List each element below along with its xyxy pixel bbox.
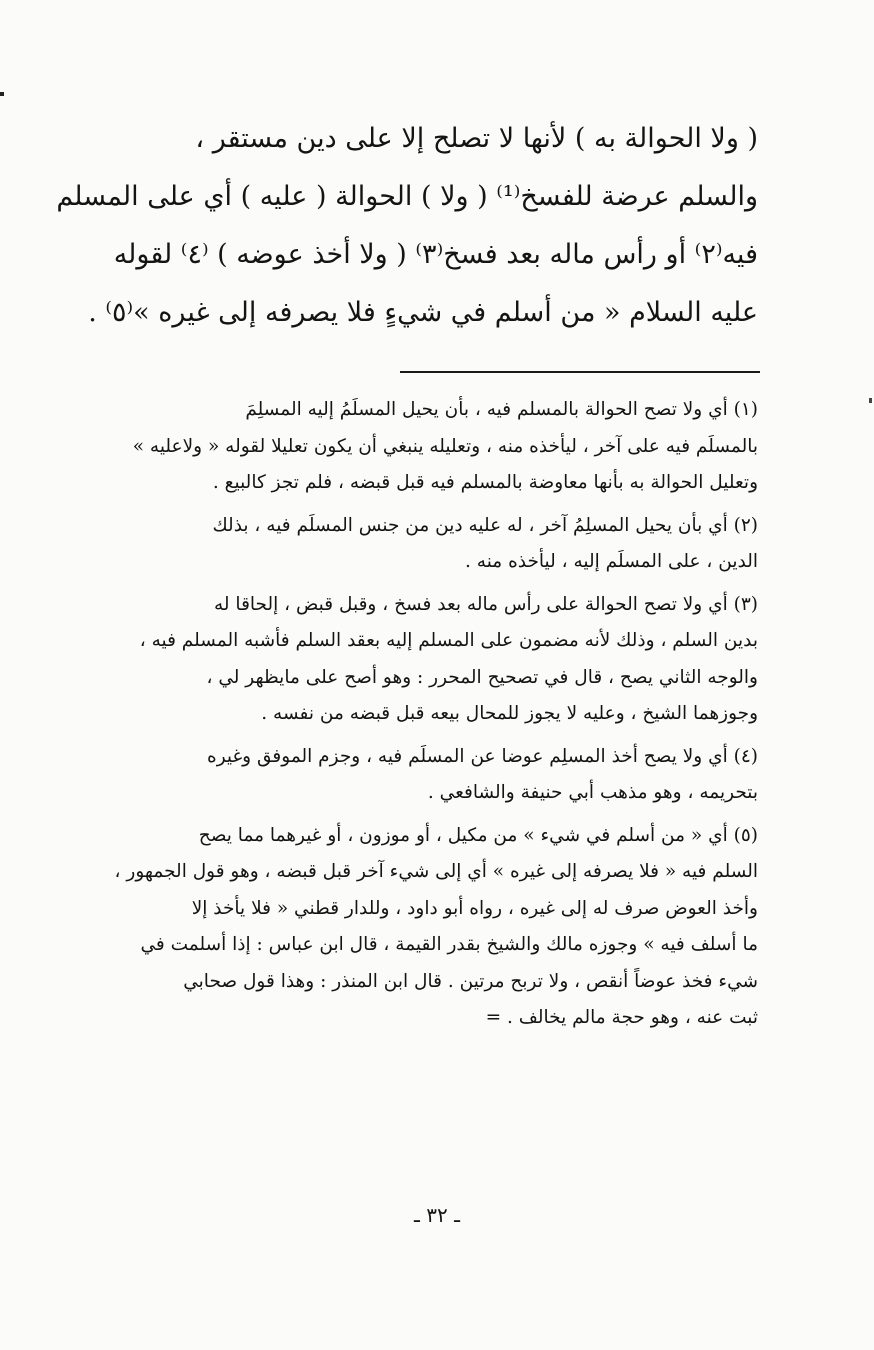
footnote-line: ثبت عنه ، وهو حجة مالم يخالف . = <box>485 1007 758 1028</box>
footnote-line: وتعليل الحوالة به بأنها معاوضة بالمسلم فيه قبل قبضه ، فلم تجز كالبيع . <box>212 472 758 493</box>
footnote-line: السلم فيه « فلا يصرفه إلى غيره » أي إلى شيء آخر قبل قبضه ، وهو قول الجمهور ، <box>114 861 758 882</box>
footnotes <box>22 392 758 1043</box>
footnote-line: (٢) أي بأن يحيل المسلِمُ آخر ، له عليه دين من جنس المسلَم فيه ، بذلك <box>212 514 758 536</box>
footnote-line: (١) أي ولا تصح الحوالة بالمسلم فيه ، بأن يحيل المسلَمُ إليه المسلِمَ <box>245 399 758 420</box>
main-text-line: ( ولا الحوالة به ) لأنها لا تصلح إلا على دين مستقر ، <box>195 123 758 154</box>
footnote-line: بالمسلَم فيه على آخر ، ليأخذه منه ، وتعليله ينبغي أن يكون تعليلا لقوله « ولاعليه » <box>132 435 758 457</box>
footnote-line: (٣) أي ولا تصح الحوالة على رأس ماله بعد فسخ ، وقبل قبض ، إلحاقا له <box>214 593 758 615</box>
footnote-line: وأخذ العوض صرف له إلى غيره ، رواه أبو داود ، وللدار قطني « فلا يأخذ إلا <box>191 897 758 919</box>
footnote-line: بدين السلم ، وذلك لأنه مضمون على المسلم إليه بعقد السلم فأشبه المسلم فيه ، <box>139 630 758 651</box>
footnote-2 <box>22 508 758 581</box>
main-text-line: عليه السلام « من أسلم في شيءٍ فلا يصرفه إلى غيره »⁽٥⁾ . <box>88 297 758 328</box>
footnote-line: والوجه الثاني يصح ، قال في تصحيح المحرر : وهو أصح على مايظهر لي ، <box>206 666 758 688</box>
footnote-line: شيء فخذ عوضاً أنقص ، ولا تربح مرتين . قال ابن المنذر : وهذا قول صحابي <box>183 970 758 992</box>
footnote-line: (٥) أي « من أسلم في شيء » من مكيل ، أو موزون ، أو غيرهما مما يصح <box>198 824 758 846</box>
footnote-line: ما أسلف فيه » وجوزه مالك والشيخ بقدر القيمة ، قال ابن عباس : إذا أسلمت في <box>140 934 758 955</box>
footnote-5 <box>22 818 758 1037</box>
margin-mark <box>0 92 4 96</box>
margin-mark <box>869 398 872 403</box>
footnote-line: الدين ، على المسلَم إليه ، ليأخذه منه . <box>465 551 758 572</box>
main-text-line: فيه⁽٢⁾ أو رأس ماله بعد فسخ⁽٣⁾ ( ولا أخذ عوضه ) ⁽٤⁾ لقوله <box>113 239 758 270</box>
footnote-1 <box>22 392 758 502</box>
main-text <box>30 110 758 342</box>
footnote-separator <box>400 371 760 373</box>
page-number: ـ ٣٢ ـ <box>414 1203 460 1227</box>
footnote-line: وجوزهما الشيخ ، وعليه لا يجوز للمحال بيعه قبل قبضه من نفسه . <box>261 703 758 724</box>
footnote-4 <box>22 739 758 812</box>
footnote-line: (٤) أي ولا يصح أخذ المسلِم عوضا عن المسلَم فيه ، وجزم الموفق وغيره <box>207 745 758 767</box>
footnote-3 <box>22 587 758 733</box>
footnote-line: بتحريمه ، وهو مذهب أبي حنيفة والشافعي . <box>427 782 758 803</box>
main-text-line: والسلم عرضة للفسخ⁽¹⁾ ( ولا ) الحوالة ( عليه ) أي على المسلم <box>56 181 758 212</box>
